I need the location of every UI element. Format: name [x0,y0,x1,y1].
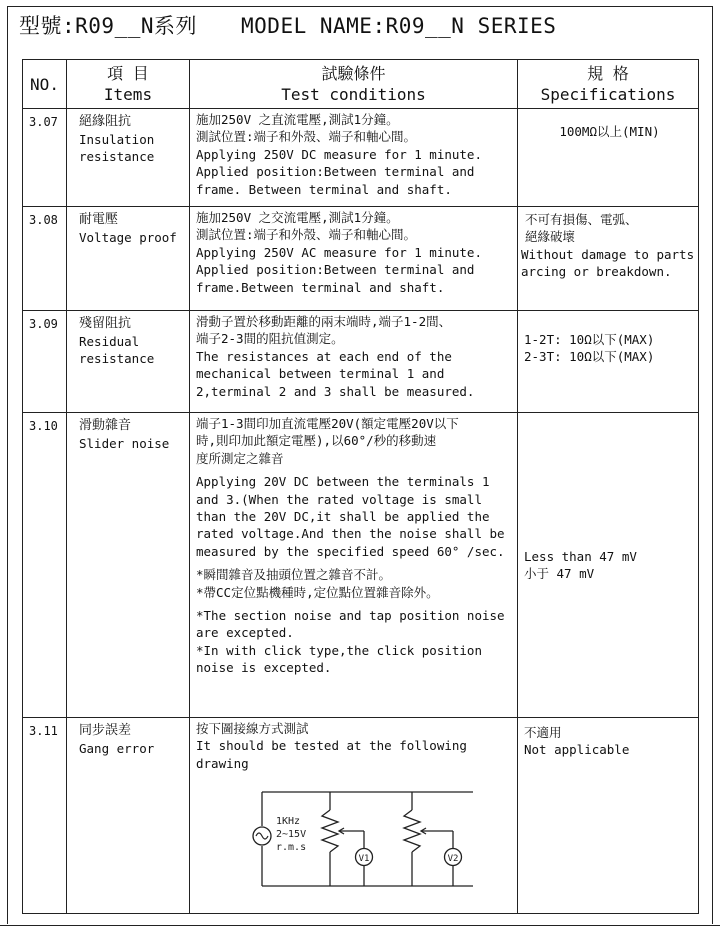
condition-line: 按下圖接線方式測試 [196,721,309,736]
condition-line: mechanical between terminal 1 and [196,366,445,382]
col-header-items [67,60,190,109]
item-name-zh: 耐電壓 [79,212,119,227]
table-header-row [23,60,699,109]
condition-line: The resistances at each end of the [196,348,452,364]
row-number: 3.07 [23,109,67,207]
condition-line: 時,則印加此額定電壓),以60°/秒的移動速 [196,433,437,449]
item-name-en: Insulation [79,132,155,147]
item-name-zh: 同步誤差 [79,723,132,738]
item-name-en: resistance [79,351,155,366]
condition-line: rated voltage.And then the noise shall be [196,526,505,542]
table-row [23,413,699,718]
spec-cell [518,718,699,914]
voltmeter-v2-label: V2 [447,854,459,865]
conditions-cell [190,413,518,718]
spec-cell [518,207,699,311]
spec-cell [518,109,699,207]
col-cond-en: Test conditions [281,85,426,104]
item-name-en: resistance [79,149,155,164]
condition-line: 端子1-3間印加直流電壓20V(額定電壓20V以下 [196,416,459,431]
ac-source-icon [253,827,271,845]
page-bottom-rule [0,925,720,926]
voltmeter-v1-label: V1 [358,854,370,865]
title-chinese: 型號:R09__N系列 [19,14,198,38]
conditions-cell [190,109,518,207]
condition-line: 施加250V 之交流電壓,測試1分鐘。 [196,210,399,225]
item-cell [67,109,190,207]
condition-line: Applied position:Between terminal and [196,164,475,180]
condition-note: *瞬間雜音及抽頭位置之雜音不計。 [196,567,392,583]
item-cell [67,718,190,914]
spec-cell [518,413,699,718]
gang-error-circuit-diagram [248,780,478,898]
condition-line: 施加250V 之直流電壓,測試1分鐘。 [196,112,399,127]
condition-line: and 3.(When the rated voltage is small [196,491,482,507]
spec-line: 不可有損傷、電弧、 [525,212,638,227]
table-row [23,109,699,207]
condition-line: measured by the specified speed 60° /sec. [196,543,505,559]
col-spec-zh: 規 格 [587,64,629,83]
condition-line: frame.Between terminal and shaft. [196,279,445,295]
item-cell [67,311,190,413]
condition-line: drawing [196,755,249,771]
spec-line: Less than 47 mV [524,548,637,564]
row-number: 3.09 [23,311,67,413]
spec-line: 不適用 [524,725,562,740]
item-name-en: Voltage proof [79,230,177,245]
condition-line: than the 20V DC,it shall be applied the [196,509,490,525]
condition-line: Applying 250V DC measure for 1 minute. [196,146,482,162]
spec-line: arcing or breakdown. [521,264,672,280]
condition-line: Applied position:Between terminal and [196,262,475,278]
condition-line: It should be tested at the following [196,738,467,754]
col-items-en: Items [103,85,153,104]
condition-note: *帶CC定位點機種時,定位點位置雜音除外。 [196,584,439,600]
col-items-zh: 項 目 [107,64,149,83]
condition-line: frame. Between terminal and shaft. [196,181,452,197]
item-name-en: Residual [79,334,140,349]
col-cond-zh: 試驗條件 [321,64,386,83]
col-header-conditions [190,60,518,109]
condition-line: 端子2-3間的阻抗值測定。 [196,331,344,347]
conditions-cell [190,207,518,311]
condition-note: *The section noise and tap position noise [196,608,505,624]
condition-line: Applying 250V AC measure for 1 minute. [196,244,482,260]
conditions-cell [190,311,518,413]
table-row [23,718,699,914]
spec-line: Not applicable [524,742,630,758]
spec-line: Without damage to parts [521,246,695,262]
col-header-no [23,60,67,109]
voltmeter-v1-icon [356,849,373,866]
item-name-zh: 絕緣阻抗 [79,114,132,129]
spec-line: 小于 47 mV [524,566,595,581]
page-title [19,10,556,40]
condition-note: *In with click type,the click position [196,642,482,658]
condition-line: 滑動子置於移動距離的兩末端時,端子1-2間、 [196,314,452,329]
row-number: 3.08 [23,207,67,311]
condition-line: Applying 20V DC between the terminals 1 [196,474,490,490]
item-cell [67,413,190,718]
title-english: MODEL NAME:R09__N SERIES [241,14,557,38]
spec-table [22,59,699,914]
condition-note: are excepted. [196,625,294,641]
condition-line: 測試位置:端子和外殼、端子和軸心間。 [196,129,417,145]
condition-note: noise is excepted. [196,660,332,676]
condition-line: 度所測定之雜音 [196,450,284,466]
col-spec-en: Specifications [540,85,676,104]
spec-line: 100MΩ以上(MIN) [559,124,660,139]
col-no-label: NO. [30,74,59,94]
spec-cell [518,311,699,413]
spec-line: 絕緣破壞 [525,229,576,245]
item-name-zh: 滑動雜音 [79,418,132,433]
item-name-zh: 殘留阻抗 [79,316,132,331]
item-cell [67,207,190,311]
condition-line: 測試位置:端子和外殼、端子和軸心間。 [196,227,417,243]
spec-line: 2-3T: 10Ω以下(MAX) [524,349,655,365]
item-name-en: Slider noise [79,436,170,451]
table-row [23,207,699,311]
source-voltage-label: 2~15V [276,829,307,841]
source-frequency-label: 1KHz [276,816,301,828]
row-number: 3.10 [23,413,67,718]
source-rms-label: r.m.s [276,842,307,854]
conditions-cell [190,718,518,914]
condition-line: 2,terminal 2 and 3 shall be measured. [196,383,475,399]
row-number: 3.11 [23,718,67,914]
col-header-specifications [518,60,699,109]
voltmeter-v2-icon [445,849,462,866]
item-name-en: Gang error [79,741,155,756]
table-row [23,311,699,413]
spec-line: 1-2T: 10Ω以下(MAX) [524,332,655,347]
